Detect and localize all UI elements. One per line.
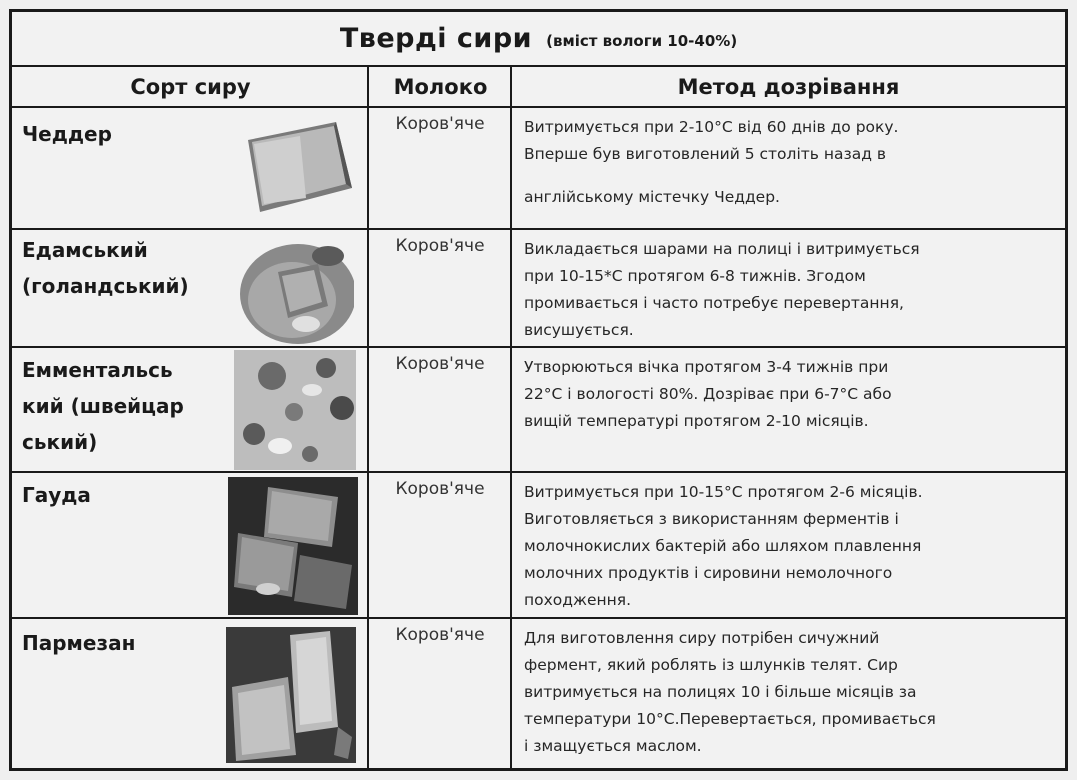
header-milk: Молоко [393,74,488,99]
cheese-table [9,9,1068,771]
milk-type: Коров'яче [395,114,485,134]
milk-type: Коров'яче [395,236,485,256]
table-title: Тверді сири [339,23,533,54]
table-row [12,619,1065,768]
table-subtitle: (вміст вологи 10-40%) [546,31,738,50]
table-row [12,473,1065,619]
table-title-row [12,12,1065,67]
ripening-method: Для виготовлення сиру потрібен сичужний фермент, який роблять із шлунків телят. Сир витримується на полицях 10 і більше місяців за температури 10°С.Перевертається, промивається і змащується маслом. [524,629,936,755]
milk-type: Коров'яче [395,354,485,374]
cheese-name: Едамський (голандський) [22,238,189,298]
cheese-name: Гауда [22,483,91,507]
milk-type: Коров'яче [395,625,485,645]
header-method: Метод дозрівання [677,74,900,99]
table-header-row [12,67,1065,108]
header-variety: Сорт сиру [130,74,251,99]
cheddar-cheese-photo [240,118,356,216]
ripening-method: Витримується при 10-15°С протягом 2-6 місяців. Виготовляється з використанням ферментів і молочнокислих бактерій або шляхом плавлення молочних продуктів і сировини немолочного походження. [524,483,923,609]
table-row [12,348,1065,473]
parmesan-cheese-photo [226,627,356,763]
cheese-name: Чеддер [22,122,112,146]
milk-type: Коров'яче [395,479,485,499]
cheese-name: Емментальсь кий (швейцар ський) [22,358,184,454]
table-row [12,230,1065,348]
cheese-name: Пармезан [22,631,136,655]
table-row [12,108,1065,230]
edam-cheese-photo [232,236,354,344]
gouda-cheese-photo [228,477,358,615]
emmental-cheese-photo [234,350,356,470]
ripening-method: Витримується при 2-10°С від 60 днів до року. Вперше був виготовлений 5 століть назад в англійському містечку Чеддер. [524,118,899,206]
ripening-method: Викладається шарами на полиці і витримується при 10-15*С протягом 6-8 тижнів. Згодом промивається і часто потребує перевертання, висушується. [524,240,920,339]
ripening-method: Утворюються вічка протягом 3-4 тижнів при 22°С і вологості 80%. Дозріває при 6-7°С або вищій температурі протягом 2-10 місяців. [524,358,892,430]
